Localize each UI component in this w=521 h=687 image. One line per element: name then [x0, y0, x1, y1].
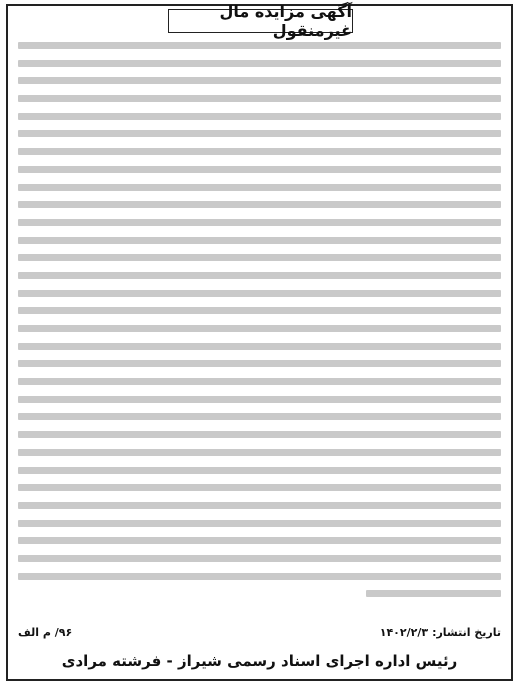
body-line: [18, 467, 501, 474]
publish-date-block: [380, 626, 501, 639]
publish-date-label: تاریخ انتشار:: [432, 626, 501, 639]
body-line: [18, 272, 501, 279]
body-line: [18, 60, 501, 67]
body-line: [18, 95, 501, 102]
notice-body-text: [18, 42, 501, 617]
body-line: [18, 166, 501, 173]
body-line: [18, 537, 501, 544]
body-line: [18, 290, 501, 297]
body-line: [18, 219, 501, 226]
body-line: [18, 130, 501, 137]
notice-title: آگهی مزایده مال غیرمنقول: [168, 9, 353, 33]
body-line: [366, 590, 501, 597]
body-line: [18, 431, 501, 438]
body-line: [18, 325, 501, 332]
publish-date: ۱۴۰۲/۲/۳: [379, 626, 429, 639]
body-line: [18, 360, 501, 367]
signature-line: رئیس اداره اجرای اسناد رسمی شیراز - فرشته مرادی: [61, 652, 458, 670]
body-line: [18, 449, 501, 456]
body-line: [18, 148, 501, 155]
body-line: [18, 378, 501, 385]
body-line: [18, 77, 501, 84]
body-line: [18, 484, 501, 491]
body-line: [18, 254, 501, 261]
body-line: [18, 396, 501, 403]
body-line: [18, 413, 501, 420]
body-line: [18, 343, 501, 350]
auction-notice: [6, 4, 513, 681]
body-line: [18, 520, 501, 527]
body-line: [18, 555, 501, 562]
doc-code: ۹۶/ م الف: [18, 626, 73, 639]
body-line: [18, 113, 501, 120]
body-line: [18, 201, 501, 208]
body-line: [18, 573, 501, 580]
footer-row: [18, 626, 501, 639]
body-line: [18, 42, 501, 49]
body-line: [18, 184, 501, 191]
body-line: [18, 237, 501, 244]
body-line: [18, 502, 501, 509]
body-line: [18, 307, 501, 314]
